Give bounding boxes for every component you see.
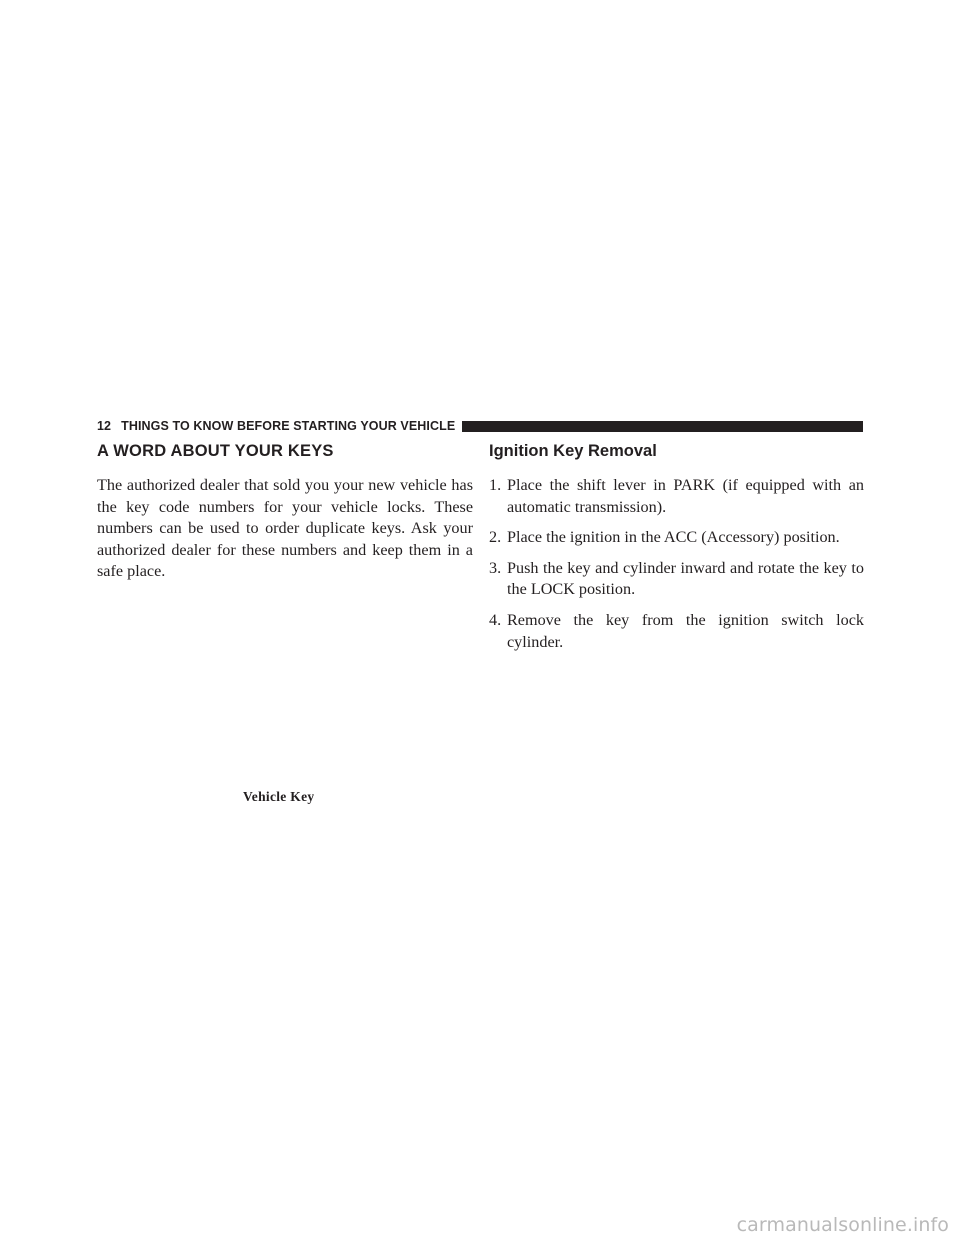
step-number: 2.: [489, 528, 502, 547]
step-item: [489, 527, 864, 549]
ignition-heading: Ignition Key Removal: [489, 442, 657, 460]
removal-steps: [489, 475, 864, 653]
section-title: THINGS TO KNOW BEFORE STARTING YOUR VEHICLE: [121, 419, 456, 433]
step-number: 4.: [489, 610, 502, 629]
step-text: Remove the key from the ignition switch lock cylinder.: [507, 610, 864, 651]
step-text: Place the ignition in the ACC (Accessory) position.: [507, 528, 840, 547]
vehicle-key-figure: [97, 590, 473, 780]
keys-paragraph: The authorized dealer that sold you your new vehicle has the key code numbers for your vehicle locks. These numbers can be used to order duplicate keys. Ask your authorized dealer for these numbers and keep them in a safe place.: [97, 476, 473, 581]
watermark-link[interactable]: carmanualsonline.info: [736, 1214, 949, 1236]
left-column: [97, 440, 473, 583]
figure-caption: Vehicle Key: [243, 789, 315, 804]
step-item: [489, 610, 864, 653]
page-number: 12: [97, 419, 112, 433]
step-item: [489, 475, 864, 518]
step-text: Place the shift lever in PARK (if equipped with an automatic transmission).: [507, 476, 864, 516]
step-number: 3.: [489, 558, 502, 577]
step-item: [489, 558, 864, 601]
step-number: 1.: [489, 476, 502, 494]
right-column: [489, 440, 864, 662]
header-rule-bar: [462, 421, 863, 432]
step-text: Push the key and cylinder inward and rotate the key to the LOCK position.: [507, 558, 864, 599]
keys-heading: A WORD ABOUT YOUR KEYS: [97, 442, 334, 460]
running-header: [97, 418, 863, 434]
